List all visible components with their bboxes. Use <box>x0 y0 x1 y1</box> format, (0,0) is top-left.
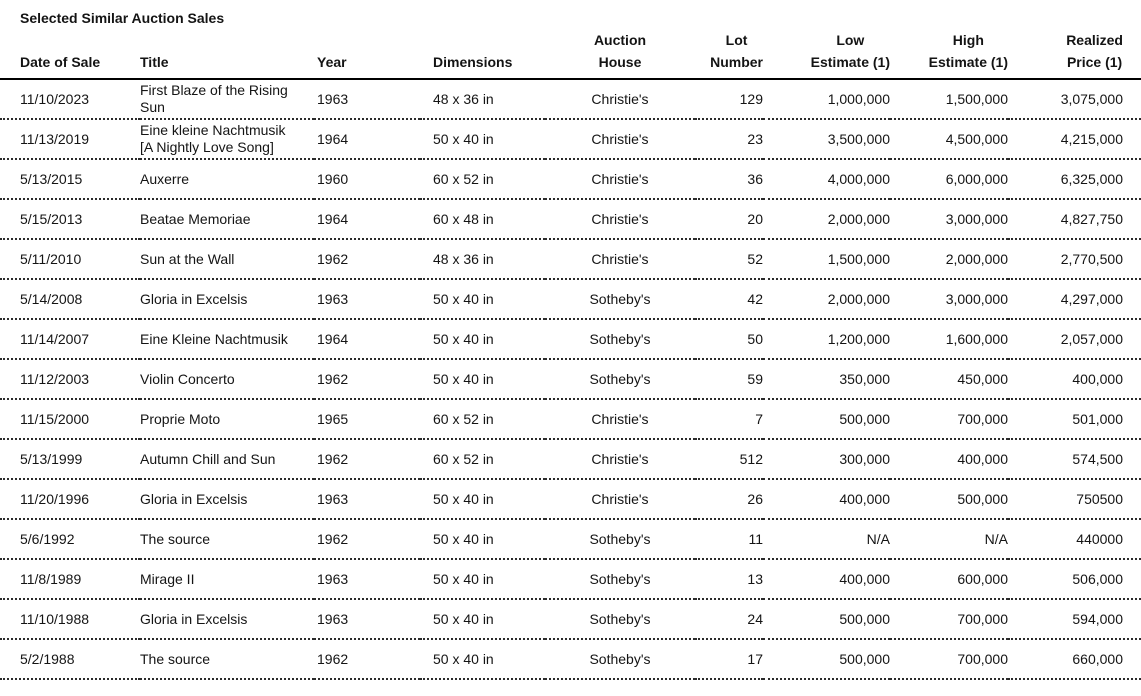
cell-auction-house: Sotheby's <box>545 559 695 599</box>
cell-dimensions: 60 x 52 in <box>420 399 545 439</box>
table-header <box>0 28 1141 79</box>
cell-low-estimate: 1,500,000 <box>763 239 890 279</box>
cell-title: Proprie Moto <box>140 399 314 439</box>
cell-title: Auxerre <box>140 159 314 199</box>
cell-date-of-sale: 11/8/1989 <box>0 559 140 599</box>
cell-title: Gloria in Excelsis <box>140 279 314 319</box>
cell-date-of-sale: 11/10/1988 <box>0 599 140 639</box>
cell-date-of-sale: 5/13/2015 <box>0 159 140 199</box>
cell-high-estimate: 1,600,000 <box>890 319 1008 359</box>
cell-realized-price: 6,325,000 <box>1008 159 1141 199</box>
cell-low-estimate: 500,000 <box>763 399 890 439</box>
cell-auction-house: Sotheby's <box>545 599 695 639</box>
col-header-lot-number: Lot Number <box>695 28 763 79</box>
cell-dimensions: 50 x 40 in <box>420 279 545 319</box>
cell-low-estimate: 1,200,000 <box>763 319 890 359</box>
cell-lot-number: 17 <box>695 639 763 679</box>
cell-high-estimate: 450,000 <box>890 359 1008 399</box>
cell-lot-number: 36 <box>695 159 763 199</box>
cell-high-estimate: 6,000,000 <box>890 159 1008 199</box>
cell-auction-house: Sotheby's <box>545 639 695 679</box>
cell-high-estimate: 700,000 <box>890 639 1008 679</box>
cell-lot-number: 26 <box>695 479 763 519</box>
cell-title: First Blaze of the Rising Sun <box>140 79 314 119</box>
cell-title: Eine kleine Nachtmusik [A Nightly Love Song] <box>140 119 314 159</box>
cell-low-estimate: 500,000 <box>763 639 890 679</box>
cell-auction-house: Christie's <box>545 79 695 119</box>
cell-year: 1964 <box>314 119 420 159</box>
cell-dimensions: 50 x 40 in <box>420 519 545 559</box>
cell-low-estimate: 2,000,000 <box>763 279 890 319</box>
cell-auction-house: Christie's <box>545 199 695 239</box>
cell-date-of-sale: 11/15/2000 <box>0 399 140 439</box>
cell-high-estimate: 3,000,000 <box>890 279 1008 319</box>
cell-dimensions: 50 x 40 in <box>420 559 545 599</box>
cell-dimensions: 50 x 40 in <box>420 479 545 519</box>
cell-high-estimate: 700,000 <box>890 399 1008 439</box>
cell-year: 1963 <box>314 479 420 519</box>
cell-realized-price: 506,000 <box>1008 559 1141 599</box>
cell-year: 1963 <box>314 599 420 639</box>
cell-auction-house: Sotheby's <box>545 359 695 399</box>
cell-low-estimate: 4,000,000 <box>763 159 890 199</box>
cell-title: The source <box>140 519 314 559</box>
cell-year: 1964 <box>314 199 420 239</box>
cell-low-estimate: 2,000,000 <box>763 199 890 239</box>
cell-high-estimate: 400,000 <box>890 439 1008 479</box>
cell-auction-house: Christie's <box>545 479 695 519</box>
cell-dimensions: 60 x 48 in <box>420 199 545 239</box>
cell-high-estimate: 3,000,000 <box>890 199 1008 239</box>
table-row <box>0 239 1141 279</box>
cell-low-estimate: 3,500,000 <box>763 119 890 159</box>
col-header-date-of-sale: Date of Sale <box>0 28 140 79</box>
cell-realized-price: 2,057,000 <box>1008 319 1141 359</box>
cell-lot-number: 50 <box>695 319 763 359</box>
cell-auction-house: Sotheby's <box>545 319 695 359</box>
cell-dimensions: 48 x 36 in <box>420 79 545 119</box>
cell-low-estimate: 1,000,000 <box>763 79 890 119</box>
col-header-title: Title <box>140 28 314 79</box>
cell-title: Autumn Chill and Sun <box>140 439 314 479</box>
cell-lot-number: 512 <box>695 439 763 479</box>
cell-low-estimate: 400,000 <box>763 479 890 519</box>
cell-year: 1962 <box>314 519 420 559</box>
cell-lot-number: 129 <box>695 79 763 119</box>
cell-dimensions: 50 x 40 in <box>420 599 545 639</box>
cell-title: Eine Kleine Nachtmusik <box>140 319 314 359</box>
header-row <box>0 28 1141 79</box>
col-header-dimensions: Dimensions <box>420 28 545 79</box>
cell-date-of-sale: 5/2/1988 <box>0 639 140 679</box>
col-header-high-estimate: High Estimate (1) <box>890 28 1008 79</box>
cell-year: 1965 <box>314 399 420 439</box>
col-header-auction-house: Auction House <box>545 28 695 79</box>
cell-low-estimate: 400,000 <box>763 559 890 599</box>
cell-realized-price: 501,000 <box>1008 399 1141 439</box>
cell-title: Violin Concerto <box>140 359 314 399</box>
table-row <box>0 439 1141 479</box>
cell-dimensions: 60 x 52 in <box>420 159 545 199</box>
cell-low-estimate: N/A <box>763 519 890 559</box>
table-row <box>0 599 1141 639</box>
table-row <box>0 199 1141 239</box>
cell-dimensions: 50 x 40 in <box>420 639 545 679</box>
cell-date-of-sale: 5/6/1992 <box>0 519 140 559</box>
cell-realized-price: 400,000 <box>1008 359 1141 399</box>
table-row <box>0 279 1141 319</box>
table-row <box>0 319 1141 359</box>
cell-lot-number: 42 <box>695 279 763 319</box>
cell-date-of-sale: 11/14/2007 <box>0 319 140 359</box>
cell-realized-price: 574,500 <box>1008 439 1141 479</box>
table-row <box>0 359 1141 399</box>
cell-dimensions: 50 x 40 in <box>420 359 545 399</box>
cell-low-estimate: 300,000 <box>763 439 890 479</box>
col-header-realized-price: Realized Price (1) <box>1008 28 1141 79</box>
cell-realized-price: 4,215,000 <box>1008 119 1141 159</box>
cell-auction-house: Christie's <box>545 239 695 279</box>
cell-date-of-sale: 5/13/1999 <box>0 439 140 479</box>
table-row <box>0 479 1141 519</box>
cell-high-estimate: 700,000 <box>890 599 1008 639</box>
cell-year: 1962 <box>314 359 420 399</box>
cell-lot-number: 52 <box>695 239 763 279</box>
cell-high-estimate: 2,000,000 <box>890 239 1008 279</box>
cell-date-of-sale: 5/14/2008 <box>0 279 140 319</box>
table-row <box>0 559 1141 599</box>
cell-year: 1962 <box>314 239 420 279</box>
cell-realized-price: 594,000 <box>1008 599 1141 639</box>
cell-year: 1962 <box>314 439 420 479</box>
cell-auction-house: Sotheby's <box>545 519 695 559</box>
table-row <box>0 119 1141 159</box>
cell-realized-price: 440000 <box>1008 519 1141 559</box>
cell-high-estimate: 1,500,000 <box>890 79 1008 119</box>
cell-high-estimate: 600,000 <box>890 559 1008 599</box>
table-row <box>0 639 1141 679</box>
cell-year: 1964 <box>314 319 420 359</box>
cell-auction-house: Sotheby's <box>545 279 695 319</box>
cell-dimensions: 50 x 40 in <box>420 119 545 159</box>
cell-year: 1960 <box>314 159 420 199</box>
cell-year: 1963 <box>314 279 420 319</box>
cell-year: 1962 <box>314 639 420 679</box>
cell-auction-house: Christie's <box>545 399 695 439</box>
cell-lot-number: 23 <box>695 119 763 159</box>
cell-title: Gloria in Excelsis <box>140 599 314 639</box>
cell-realized-price: 660,000 <box>1008 639 1141 679</box>
cell-title: Mirage II <box>140 559 314 599</box>
auction-sales-table <box>0 28 1141 680</box>
cell-dimensions: 50 x 40 in <box>420 319 545 359</box>
cell-date-of-sale: 11/13/2019 <box>0 119 140 159</box>
cell-title: Gloria in Excelsis <box>140 479 314 519</box>
cell-lot-number: 13 <box>695 559 763 599</box>
cell-date-of-sale: 5/15/2013 <box>0 199 140 239</box>
cell-lot-number: 11 <box>695 519 763 559</box>
cell-high-estimate: 500,000 <box>890 479 1008 519</box>
cell-dimensions: 48 x 36 in <box>420 239 545 279</box>
cell-title: The source <box>140 639 314 679</box>
cell-year: 1963 <box>314 559 420 599</box>
cell-realized-price: 2,770,500 <box>1008 239 1141 279</box>
cell-realized-price: 4,827,750 <box>1008 199 1141 239</box>
cell-high-estimate: N/A <box>890 519 1008 559</box>
table-row <box>0 519 1141 559</box>
cell-date-of-sale: 11/12/2003 <box>0 359 140 399</box>
cell-lot-number: 20 <box>695 199 763 239</box>
col-header-year: Year <box>314 28 420 79</box>
table-row <box>0 159 1141 199</box>
cell-lot-number: 24 <box>695 599 763 639</box>
cell-lot-number: 7 <box>695 399 763 439</box>
cell-title: Beatae Memoriae <box>140 199 314 239</box>
cell-realized-price: 3,075,000 <box>1008 79 1141 119</box>
cell-realized-price: 4,297,000 <box>1008 279 1141 319</box>
page-title: Selected Similar Auction Sales <box>20 10 225 26</box>
cell-date-of-sale: 5/11/2010 <box>0 239 140 279</box>
table-row <box>0 399 1141 439</box>
cell-auction-house: Christie's <box>545 159 695 199</box>
cell-realized-price: 750500 <box>1008 479 1141 519</box>
cell-date-of-sale: 11/20/1996 <box>0 479 140 519</box>
cell-lot-number: 59 <box>695 359 763 399</box>
col-header-low-estimate: Low Estimate (1) <box>763 28 890 79</box>
cell-title: Sun at the Wall <box>140 239 314 279</box>
cell-auction-house: Christie's <box>545 119 695 159</box>
cell-high-estimate: 4,500,000 <box>890 119 1008 159</box>
cell-dimensions: 60 x 52 in <box>420 439 545 479</box>
cell-low-estimate: 350,000 <box>763 359 890 399</box>
table-row <box>0 79 1141 119</box>
table-body <box>0 79 1141 679</box>
cell-date-of-sale: 11/10/2023 <box>0 79 140 119</box>
cell-year: 1963 <box>314 79 420 119</box>
cell-low-estimate: 500,000 <box>763 599 890 639</box>
cell-auction-house: Christie's <box>545 439 695 479</box>
